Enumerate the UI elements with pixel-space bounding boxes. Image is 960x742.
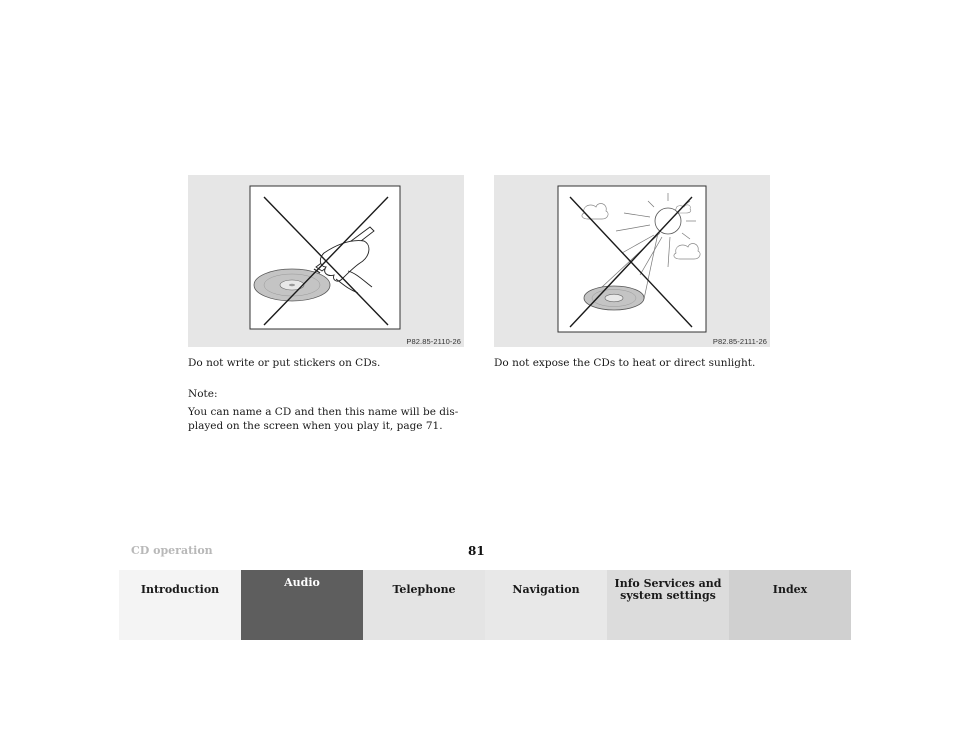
tab-label: Info Services and xyxy=(614,577,722,590)
tab-label: system settings xyxy=(620,589,716,602)
tab-telephone[interactable] xyxy=(363,570,485,640)
no-sunlight-illustration xyxy=(494,175,770,347)
caption-no-heat: Do not expose the CDs to heat or direct sunlight. xyxy=(494,357,756,369)
figure-no-sunlight-on-cd xyxy=(494,175,770,347)
tab-info-services[interactable] xyxy=(607,570,729,640)
chapter-tab-bar xyxy=(119,570,851,640)
section-title: CD operation xyxy=(131,544,213,557)
note-text xyxy=(188,406,478,433)
note-text-line: You can name a CD and then this name will be dis- xyxy=(188,406,459,418)
note-label: Note: xyxy=(188,388,218,400)
figure-code: P82.85-2111-26 xyxy=(712,337,767,346)
tab-navigation[interactable] xyxy=(485,570,607,640)
tab-label: Telephone xyxy=(392,583,456,596)
tab-index[interactable] xyxy=(729,570,851,640)
tab-introduction[interactable] xyxy=(119,570,241,640)
tab-label: Audio xyxy=(284,576,320,589)
note-text-line: played on the screen when you play it, page 71. xyxy=(188,419,443,432)
caption-no-stickers: Do not write or put stickers on CDs. xyxy=(188,357,381,369)
tab-label: Introduction xyxy=(140,583,220,596)
no-writing-illustration xyxy=(188,175,464,347)
figure-no-writing-on-cd xyxy=(188,175,464,347)
tab-label: Index xyxy=(772,583,808,596)
tab-audio[interactable] xyxy=(241,570,363,640)
page-number: 81 xyxy=(468,544,485,558)
tab-label: Navigation xyxy=(512,583,580,596)
figure-code: P82.85-2110-26 xyxy=(406,337,461,346)
